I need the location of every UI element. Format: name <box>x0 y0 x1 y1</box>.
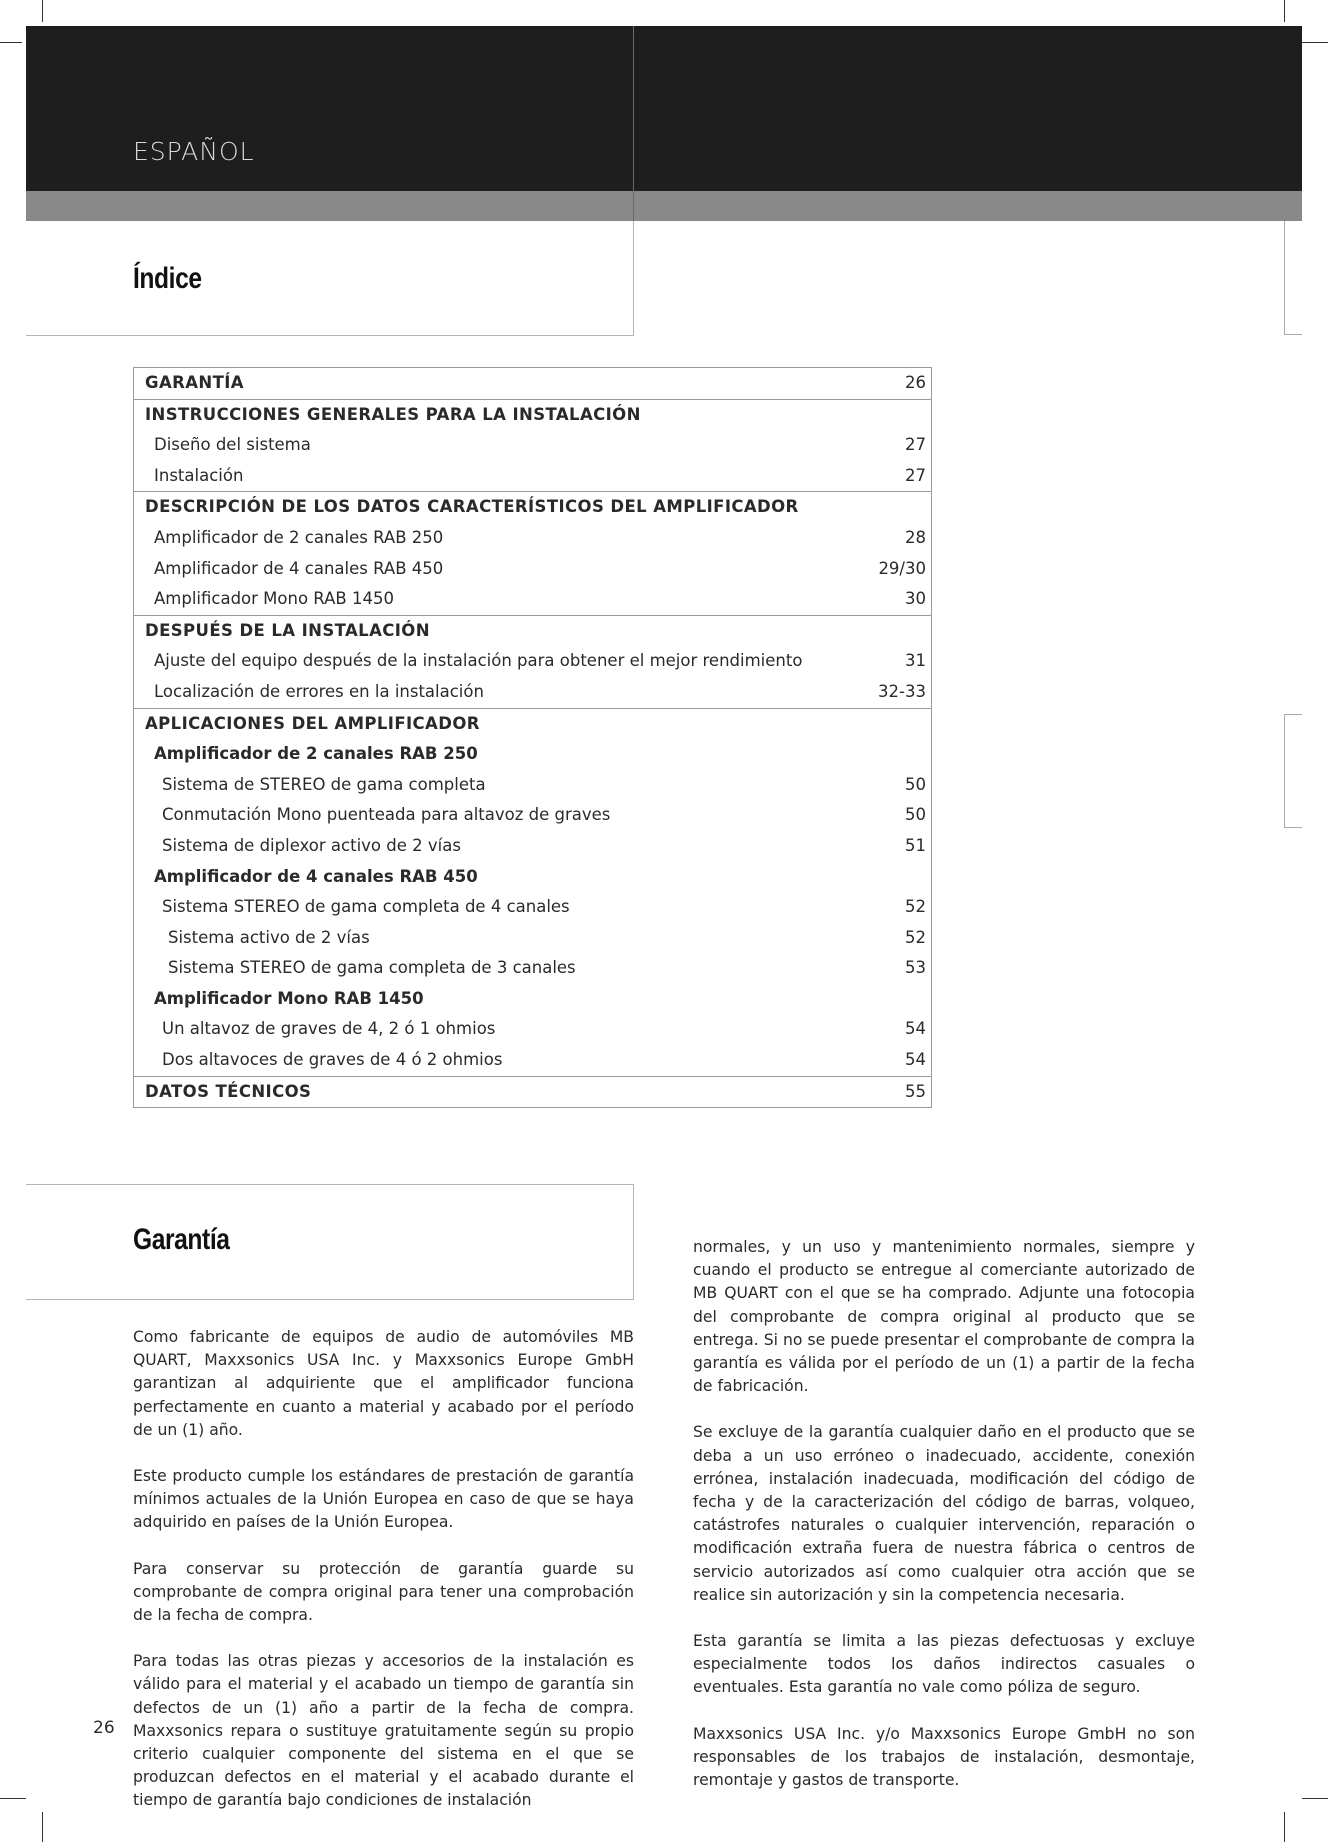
toc-entry-label: Diseño del sistema <box>154 435 311 455</box>
warranty-paragraph: Como fabricante de equipos de audio de automóviles MB QUART, Maxxsonics USA Inc. y Maxxsonics Europe GmbH garantizan al adquiriente que el amplificador funciona perfectamente en cuanto a material y acabado por el período de un (1) año. <box>133 1328 634 1439</box>
toc-entry[interactable] <box>134 492 931 523</box>
table-of-contents <box>133 367 932 1108</box>
toc-entry-label: Sistema activo de 2 vías <box>168 927 370 947</box>
toc-entry-label: Amplificador Mono RAB 1450 <box>154 589 394 609</box>
toc-entry[interactable] <box>134 400 931 431</box>
crop-mark <box>42 0 43 22</box>
toc-entry-page: 55 <box>905 1081 926 1101</box>
toc-entry[interactable] <box>134 862 931 893</box>
toc-entry[interactable] <box>134 646 931 677</box>
crop-mark <box>1302 1798 1328 1799</box>
toc-entry[interactable] <box>134 800 931 831</box>
toc-entry[interactable] <box>134 584 931 615</box>
warranty-paragraph: Este producto cumple los estándares de prestación de garantía mínimos actuales de la Unión Europea en caso de que se haya adquirido en países de la Unión Europea. <box>133 1467 634 1532</box>
toc-entry-label: Dos altavoces de graves de 4 ó 2 ohmios <box>162 1050 503 1070</box>
toc-entry[interactable] <box>134 923 931 954</box>
toc-entry[interactable] <box>134 523 931 554</box>
toc-entry-page: 54 <box>905 1050 926 1070</box>
toc-entry-label: Un altavoz de graves de 4, 2 ó 1 ohmios <box>162 1019 496 1039</box>
toc-entry[interactable] <box>134 709 931 740</box>
toc-entry-label: Amplificador de 4 canales RAB 450 <box>154 558 444 578</box>
crop-mark <box>1284 0 1285 22</box>
toc-entry-label: Conmutación Mono puenteada para altavoz de graves <box>162 805 611 825</box>
toc-entry[interactable] <box>134 1077 931 1108</box>
toc-entry-label: Localización de errores en la instalación <box>154 681 484 701</box>
toc-entry[interactable] <box>134 368 931 399</box>
toc-entry-label: Ajuste del equipo después de la instalación para obtener el mejor rendimiento <box>154 651 803 671</box>
toc-entry-label: INSTRUCCIONES GENERALES PARA LA INSTALACIÓN <box>145 404 641 424</box>
header-gray-stripe <box>26 191 1302 221</box>
right-edge-rule <box>1284 221 1285 335</box>
toc-entry-page: 27 <box>905 465 926 485</box>
toc-section <box>134 399 931 492</box>
language-label: ESPAÑOL <box>133 137 255 166</box>
warranty-paragraph: normales, y un uso y mantenimiento normales, siempre y cuando el producto se entregue al comerciante autorizado de MB QUART con el que se ha comprado. Adjunte una fotocopia del comprobante de compra original al producto que se entrega. Si no se puede presentar el comprobante de compra la garantía es válida por el período de un (1) a partir de la fecha de fabricación. <box>693 1238 1195 1396</box>
toc-entry[interactable] <box>134 616 931 647</box>
toc-entry-label: DATOS TÉCNICOS <box>145 1081 312 1101</box>
toc-entry-page: 26 <box>905 373 926 392</box>
right-edge-rule <box>1284 334 1302 335</box>
toc-entry[interactable] <box>134 430 931 461</box>
header-divider <box>633 26 634 221</box>
warranty-paragraph: Para todas las otras piezas y accesorios de la instalación es válido para el material y el acabado un tiempo de garantía sin defectos de un (1) año a partir de la fecha de compra. Maxxsonics repara o sustituye gratuitamente según su propio criterio cualquier componente del sistema en el que se produzcan defectos en el material y el acabado durante el tiempo de garantía bajo condiciones de instalación <box>133 1652 634 1810</box>
toc-entry[interactable] <box>134 739 931 770</box>
toc-entry-label: Amplificador de 2 canales RAB 250 <box>154 527 444 547</box>
warranty-paragraph: Esta garantía se limita a las piezas defectuosas y excluye especialmente todos los daños indirectos casuales o eventuales. Esta garantía no vale como póliza de seguro. <box>693 1632 1195 1697</box>
toc-entry-label: Amplificador Mono RAB 1450 <box>154 988 424 1008</box>
warranty-paragraph: Se excluye de la garantía cualquier daño en el producto que se deba a un uso erróneo o inadecuado, accidente, conexión errónea, instalación inadecuada, modificación del código de fecha y de la caracterización del código de barras, volqueo, catástrofes naturales o cualquier intervención, reparación o modificación extraña fuera de nuestra fábrica o centros de servicio autorizados así como cualquier otra acción que se realice sin autorización y sin la competencia necesaria. <box>693 1423 1195 1604</box>
toc-section <box>134 368 931 399</box>
toc-entry[interactable] <box>134 770 931 801</box>
toc-entry[interactable] <box>134 953 931 984</box>
toc-entry[interactable] <box>134 1014 931 1045</box>
toc-section <box>134 491 931 614</box>
toc-entry-page: 31 <box>905 651 926 671</box>
index-title-box <box>26 221 634 336</box>
header-band <box>26 26 1302 191</box>
toc-entry-label: DESPUÉS DE LA INSTALACIÓN <box>145 620 430 640</box>
toc-entry-page: 54 <box>905 1019 926 1039</box>
toc-entry[interactable] <box>134 461 931 492</box>
crop-mark <box>1284 1812 1285 1842</box>
toc-section <box>134 615 931 708</box>
index-title: Índice <box>133 262 202 295</box>
toc-entry-page: 30 <box>905 589 926 609</box>
warranty-text-left <box>133 1326 634 1836</box>
toc-entry-label: APLICACIONES DEL AMPLIFICADOR <box>145 713 480 733</box>
toc-entry-label: Amplificador de 2 canales RAB 250 <box>154 744 478 764</box>
page-number: 26 <box>93 1718 115 1738</box>
toc-entry-page: 52 <box>905 897 926 917</box>
toc-entry-label: Sistema STEREO de gama completa de 3 canales <box>168 958 576 978</box>
toc-entry-label: Amplificador de 4 canales RAB 450 <box>154 866 478 886</box>
toc-entry-page: 32-33 <box>878 681 926 701</box>
toc-entry-page: 51 <box>905 835 926 855</box>
toc-entry[interactable] <box>134 1045 931 1076</box>
right-edge-bracket <box>1284 714 1285 828</box>
warranty-paragraph: Maxxsonics USA Inc. y/o Maxxsonics Europe GmbH no son responsables de los trabajos de instalación, desmontaje, remontaje y gastos de transporte. <box>693 1724 1195 1790</box>
right-edge-bracket <box>1284 827 1302 828</box>
toc-entry-page: 50 <box>905 805 926 825</box>
toc-section <box>134 708 931 1076</box>
crop-mark <box>1302 42 1328 43</box>
toc-entry-label: Sistema STEREO de gama completa de 4 canales <box>162 897 570 917</box>
toc-entry-page: 28 <box>905 527 926 547</box>
toc-entry[interactable] <box>134 984 931 1015</box>
warranty-title: Garantía <box>133 1223 230 1256</box>
toc-section <box>134 1076 931 1108</box>
toc-entry-page: 50 <box>905 774 926 794</box>
toc-entry-label: Instalación <box>154 465 244 485</box>
toc-entry-label: DESCRIPCIÓN DE LOS DATOS CARACTERÍSTICOS DEL AMPLIFICADOR <box>145 497 799 517</box>
toc-entry-page: 53 <box>905 958 926 978</box>
toc-entry[interactable] <box>134 892 931 923</box>
toc-entry[interactable] <box>134 554 931 585</box>
right-edge-bracket <box>1284 714 1302 715</box>
crop-mark <box>42 1812 43 1842</box>
toc-entry-label: Sistema de STEREO de gama completa <box>162 774 486 794</box>
toc-entry-page: 29/30 <box>878 558 926 578</box>
toc-entry-label: GARANTÍA <box>145 373 244 392</box>
warranty-paragraph: Para conservar su protección de garantía guarde su comprobante de compra original para tener una comprobación de la fecha de compra. <box>133 1559 634 1625</box>
toc-entry[interactable] <box>134 677 931 708</box>
warranty-title-box <box>26 1184 634 1300</box>
toc-entry-page: 52 <box>905 927 926 947</box>
toc-entry[interactable] <box>134 831 931 862</box>
crop-mark <box>0 1798 26 1799</box>
crop-mark <box>0 42 22 43</box>
toc-entry-page: 27 <box>905 435 926 455</box>
warranty-text-right <box>693 1236 1195 1815</box>
toc-entry-label: Sistema de diplexor activo de 2 vías <box>162 835 461 855</box>
